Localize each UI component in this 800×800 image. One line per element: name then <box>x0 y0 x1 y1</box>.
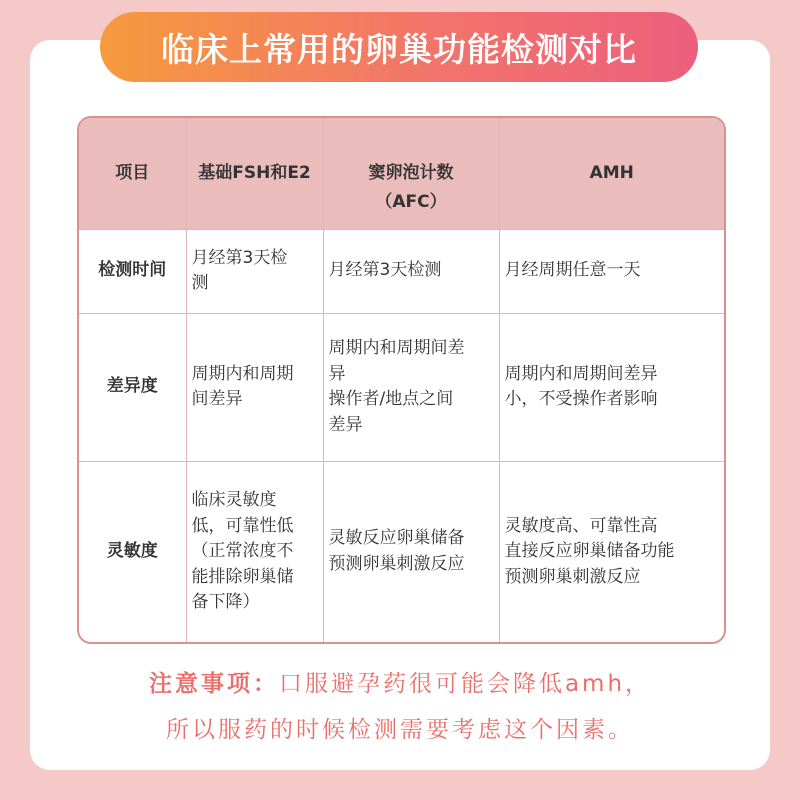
table-cell: 灵敏反应卵巢储备 预测卵巢刺激反应 <box>323 461 499 642</box>
note-text-1: 口服避孕药很可能会降低amh， <box>278 671 652 697</box>
note-line-2 <box>0 711 800 744</box>
table-row <box>79 313 724 461</box>
row-label: 差异度 <box>79 313 186 461</box>
header-label: 基础FSH和E2 <box>198 162 311 183</box>
note-line-1 <box>0 665 800 698</box>
note-text-2: 所以服药的时候检测需要考虑这个因素。 <box>166 717 634 743</box>
header-amh <box>499 118 724 229</box>
header-afc <box>323 118 499 229</box>
table-cell: 灵敏度高、可靠性高 直接反应卵巢储备功能 预测卵巢刺激反应 <box>499 461 724 642</box>
table-cell: 临床灵敏度 低，可靠性低 （正常浓度不 能排除卵巢储 备下降） <box>186 461 323 642</box>
note-label: 注意事项： <box>148 671 279 697</box>
table-cell: 月经周期任意一天 <box>499 229 724 313</box>
header-label: 项目 <box>115 162 150 183</box>
header-fsh-e2 <box>186 118 323 229</box>
table-cell: 周期内和周期间差 异 操作者/地点之间 差异 <box>323 313 499 461</box>
row-label: 检测时间 <box>79 229 186 313</box>
row-label: 灵敏度 <box>79 461 186 642</box>
header-label: 窦卵泡计数 （AFC） <box>368 162 454 212</box>
table-row <box>79 229 724 313</box>
table-row <box>79 461 724 642</box>
table-cell: 周期内和周期 间差异 <box>186 313 323 461</box>
comparison-table <box>77 116 726 644</box>
table-cell: 周期内和周期间差异 小，不受操作者影响 <box>499 313 724 461</box>
table-cell: 月经第3天检测 <box>323 229 499 313</box>
header-item <box>79 118 186 229</box>
header-label: AMH <box>589 162 634 183</box>
table-cell: 月经第3天检 测 <box>186 229 323 313</box>
page-title: 临床上常用的卵巢功能检测对比 <box>100 12 698 82</box>
